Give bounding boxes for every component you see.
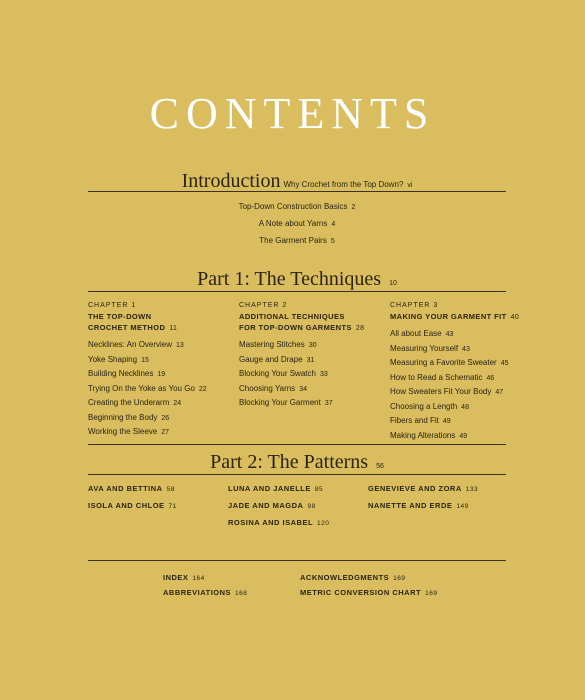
item-label: Making Alterations [390, 430, 456, 440]
item-label: How to Read a Schematic [390, 372, 483, 382]
part1-page: 10 [389, 280, 397, 287]
part2-rule [88, 474, 506, 475]
patterns-column-1 [88, 480, 226, 514]
list-item[interactable] [88, 382, 233, 397]
chapter-title-line: ADDITIONAL TECHNIQUES [239, 312, 345, 321]
list-item[interactable] [390, 371, 520, 386]
list-item[interactable] [88, 215, 506, 232]
chapter-title-line: CROCHET METHOD [88, 323, 166, 332]
introduction-heading: Introduction [181, 170, 281, 192]
pattern-item[interactable] [88, 480, 226, 497]
pattern-label: JADE AND MAGDA [228, 501, 304, 510]
item-label: Measuring Yourself [390, 343, 459, 353]
list-item[interactable] [88, 411, 233, 426]
list-item[interactable] [88, 425, 233, 440]
list-item[interactable] [390, 429, 520, 444]
pattern-item[interactable] [88, 497, 226, 514]
back-matter-item[interactable] [300, 585, 500, 600]
back-label: INDEX [163, 573, 189, 582]
patterns-column-3 [368, 480, 518, 514]
item-label: The Garment Pairs [259, 236, 327, 245]
list-item[interactable] [88, 338, 233, 353]
list-item[interactable] [239, 367, 384, 382]
list-item[interactable] [239, 396, 384, 411]
item-label: Beginning the Body [88, 412, 158, 422]
item-label: Choosing Yarns [239, 383, 296, 393]
item-label: Creating the Underarm [88, 398, 170, 407]
list-item[interactable] [88, 198, 506, 215]
back-label: ABBREVIATIONS [163, 588, 232, 597]
item-page: 26 [161, 414, 170, 422]
pattern-page: 71 [168, 503, 177, 510]
back-matter-column-2 [300, 570, 500, 600]
item-page: 27 [161, 429, 170, 436]
pattern-item[interactable] [228, 497, 366, 514]
item-page: 49 [459, 432, 468, 440]
list-item[interactable] [239, 338, 384, 353]
item-label: Necklines: An Overview [88, 340, 173, 349]
chapter-page: 11 [169, 325, 178, 332]
pattern-page: 149 [456, 503, 469, 510]
list-item[interactable] [239, 382, 384, 397]
item-label: Choosing a Length [390, 401, 458, 411]
pattern-item[interactable] [228, 480, 366, 497]
back-page: 169 [393, 575, 406, 582]
item-label: Measuring a Favorite Sweater [390, 358, 497, 367]
introduction-heading-row [88, 170, 506, 193]
item-page: 49 [442, 418, 451, 425]
back-matter-item[interactable] [163, 585, 293, 600]
chapter-label: CHAPTER 3 [390, 302, 439, 309]
item-label: Building Necklines [88, 369, 154, 378]
back-label: METRIC CONVERSION CHART [300, 588, 422, 597]
item-page: 31 [306, 356, 315, 364]
item-page: 34 [299, 385, 307, 393]
list-item[interactable] [88, 367, 233, 382]
list-item[interactable] [390, 385, 520, 400]
patterns-column-2 [228, 480, 366, 531]
item-label: Blocking Your Garment [239, 398, 321, 407]
part1-rule [88, 291, 506, 292]
chapter-2-column [239, 301, 384, 411]
list-item[interactable] [88, 232, 506, 249]
chapter-label: CHAPTER 2 [239, 302, 288, 309]
pattern-label: AVA AND BETTINA [88, 484, 163, 493]
item-page: 45 [500, 360, 509, 367]
item-page: 43 [445, 331, 454, 338]
list-item[interactable] [88, 353, 233, 368]
back-matter-rule [88, 560, 506, 561]
list-item[interactable] [390, 356, 520, 371]
chapter-title[interactable] [390, 311, 520, 323]
item-label: Fibers and Fit [390, 416, 439, 425]
item-page: 19 [157, 371, 166, 378]
item-page: 15 [141, 356, 149, 364]
item-page: 48 [461, 403, 469, 411]
chapter-title[interactable] [239, 311, 384, 334]
introduction-list [88, 198, 506, 249]
item-label: Working the Sleeve [88, 427, 158, 436]
item-label: Top-Down Construction Basics [238, 202, 348, 211]
part2-heading: Part 2: The Patterns [210, 451, 369, 473]
chapter-title-line: FOR TOP-DOWN GARMENTS [239, 323, 352, 332]
item-page: 33 [319, 371, 328, 378]
item-label: Gauge and Drape [239, 354, 303, 364]
pattern-page: 85 [314, 486, 324, 493]
list-item[interactable] [239, 353, 384, 368]
item-page: 30 [308, 342, 317, 349]
item-label: Yoke Shaping [88, 354, 138, 364]
pattern-label: LUNA AND JANELLE [228, 484, 311, 493]
list-item[interactable] [390, 400, 520, 415]
chapter-title[interactable] [88, 311, 233, 334]
item-label: All about Ease [390, 329, 442, 338]
item-label: Blocking Your Swatch [239, 369, 316, 378]
item-page: 37 [324, 400, 333, 407]
pattern-label: ISOLA AND CHLOE [88, 501, 165, 510]
page-title: CONTENTS [149, 89, 436, 138]
list-item[interactable] [390, 342, 520, 357]
introduction-subtitle: Why Crochet from the Top Down? [283, 180, 404, 189]
chapter-1-column [88, 301, 233, 440]
pattern-item[interactable] [228, 514, 366, 531]
item-label: A Note about Yarns [258, 219, 328, 228]
item-page: 4 [331, 221, 336, 228]
introduction-page: vi [407, 182, 413, 189]
chapter-title-line: THE TOP-DOWN [88, 312, 152, 321]
item-page: 5 [330, 238, 335, 245]
pattern-label: ROSINA AND ISABEL [228, 518, 314, 527]
pattern-item[interactable] [368, 497, 518, 514]
list-item[interactable] [390, 414, 520, 429]
item-label: How Sweaters Fit Your Body [390, 387, 492, 396]
item-page: 47 [495, 389, 504, 396]
item-page: 22 [198, 385, 207, 393]
back-page: 169 [425, 590, 438, 597]
item-page: 46 [486, 374, 495, 382]
item-page: 43 [462, 345, 470, 353]
pattern-page: 58 [166, 486, 175, 493]
item-page: 13 [176, 342, 184, 349]
chapter-page: 40 [510, 314, 520, 321]
item-page: 24 [173, 400, 182, 407]
item-page: 2 [351, 204, 356, 211]
back-page: 164 [192, 575, 205, 582]
chapter-3-column [390, 301, 520, 443]
back-matter-item[interactable] [163, 570, 293, 585]
back-matter-item[interactable] [300, 570, 500, 585]
part1-heading-row [88, 268, 506, 291]
part1-heading: Part 1: The Techniques [197, 268, 382, 290]
pattern-page: 98 [307, 503, 316, 510]
pattern-label: NANETTE AND ERDE [368, 501, 453, 510]
chapter-page: 28 [355, 325, 365, 332]
pattern-page: 133 [465, 486, 479, 493]
back-page: 168 [235, 590, 248, 597]
pattern-page: 120 [317, 520, 330, 527]
part2-heading-row [88, 451, 506, 474]
part2-top-rule [88, 444, 506, 445]
chapter-label: CHAPTER 1 [88, 302, 137, 309]
item-label: Mastering Stitches [239, 340, 305, 349]
item-label: Trying On the Yoke as You Go [88, 383, 195, 393]
introduction-rule [88, 191, 506, 192]
pattern-label: GENEVIEVE AND ZORA [368, 484, 462, 493]
back-label: ACKNOWLEDGMENTS [300, 573, 390, 582]
list-item[interactable] [390, 327, 520, 342]
back-matter-column-1 [163, 570, 293, 600]
chapter-title-line: MAKING YOUR GARMENT FIT [390, 312, 507, 321]
list-item[interactable] [88, 396, 233, 411]
part2-page: 56 [376, 463, 384, 470]
pattern-item[interactable] [368, 480, 518, 497]
